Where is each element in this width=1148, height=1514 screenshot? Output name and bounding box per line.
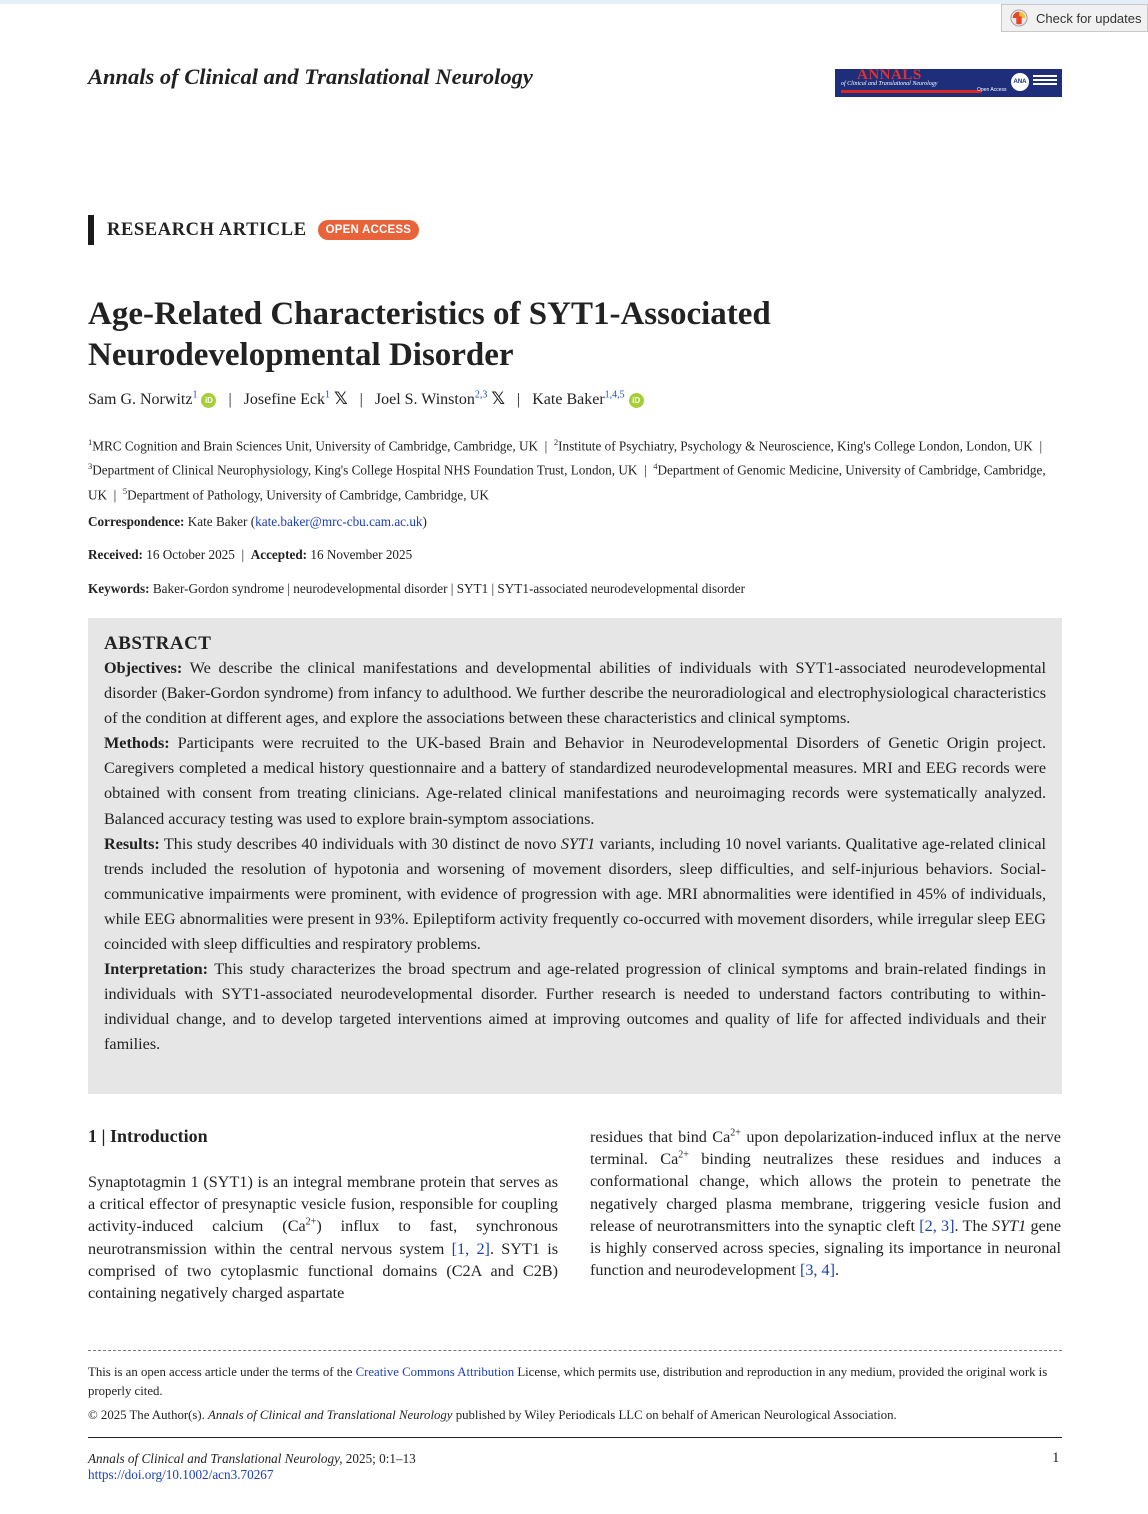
article-dates: Received: 16 October 2025 | Accepted: 16 November 2025 bbox=[88, 547, 413, 562]
received-date: 16 October 2025 bbox=[146, 547, 235, 562]
author-name: Josefine Eck bbox=[243, 391, 325, 408]
gene-name: SYT1 bbox=[992, 1216, 1027, 1235]
logo-divider bbox=[841, 90, 981, 93]
journal-logo[interactable] bbox=[835, 69, 1062, 97]
author-name: Sam G. Norwitz bbox=[88, 391, 193, 408]
check-for-updates-button[interactable] bbox=[1001, 4, 1148, 32]
results-text: variants, including 10 novel variants. Qualitative age-related clinical trends included the resolution of hypotonia and worsening of movement disorders, sleep difficulties, and self-injurious behaviors. Social-communicative impairments were prominent, with evidence of progression with age. MRI abnormalities were identified in 45% of individuals, while EEG abnormalities were present in 93%. Epileptiform activity frequently co-occurred with movement disorders, while irregular sleep EEG coincided with sleep difficulties and respiratory problems. bbox=[104, 834, 1047, 954]
x-icon[interactable]: 𝕏 bbox=[333, 389, 348, 409]
results-gene: SYT1 bbox=[560, 834, 596, 853]
footer-journal-name: Annals of Clinical and Translational Neurology, bbox=[88, 1451, 343, 1466]
abstract-objectives bbox=[104, 656, 1046, 731]
intro-text: residues that bind Ca bbox=[590, 1128, 731, 1146]
intro-text: ) influx to fast, synchronous neurotransmission within the central nervous system bbox=[88, 1217, 558, 1258]
crossmark-icon bbox=[1010, 9, 1028, 27]
logo-annals-text: ANNALS bbox=[857, 69, 922, 83]
affiliation-text: Department of Genomic Medicine, University of Cambridge, Cambridge, UK bbox=[88, 462, 1046, 503]
author-affiliation-ref[interactable]: 1 bbox=[192, 389, 198, 401]
page-number: 1 bbox=[1052, 1450, 1060, 1466]
viewer-top-bar bbox=[0, 0, 1148, 4]
orcid-icon[interactable]: iD bbox=[629, 393, 644, 408]
intro-text: . The bbox=[954, 1216, 988, 1235]
affiliation-number: 1 bbox=[88, 437, 93, 447]
citation-link[interactable]: [1, 2] bbox=[451, 1239, 490, 1258]
footer-rule bbox=[88, 1437, 1062, 1438]
author-affiliation-ref[interactable]: 1,4,5 bbox=[604, 389, 625, 401]
author-affiliation-ref[interactable]: 1 bbox=[324, 389, 330, 401]
intro-column-left bbox=[88, 1171, 558, 1304]
orcid-icon[interactable]: iD bbox=[201, 393, 216, 408]
correspondence-name: Kate Baker bbox=[187, 514, 248, 529]
interpretation-text: This study characterizes the broad spectrum and age-related progression of clinical symptoms and brain-related findings in individuals with SYT1-associated neurodevelopmental disorder. Further research is needed to understand factors contributing to within-individual change, and to develop targeted interventions aimed at improving outcomes and quality of life for affected individuals and their families. bbox=[104, 960, 1046, 1054]
footnote-divider bbox=[88, 1350, 1062, 1351]
results-label: Results: bbox=[104, 834, 160, 853]
superscript: 2+ bbox=[678, 1149, 689, 1161]
objectives-text: We describe the clinical manifestations and developmental abilities of individuals with SYT1-associated neurodevelopmental disorder (Baker-Gordon syndrome) from infancy to adulthood. We further describe the neuroradiological and electrophysiological characteristics of the condition at different ages, and explore the associations between these characteristics and clinical symptoms. bbox=[104, 659, 1046, 728]
affiliations: $^1$MRC Cognition and Brain Sciences Unit, University of Cambridge, Cambridge, UK | $^2$Institute of Psychiatry, Psychology & Neuroscience, King's College London, London, UK | $^3$Department of Clinical Neurophysiology, King's College Hospital NHS Foundation Trust, London, UK | $^4$Department of Genomic Medicine, University of Cambridge, Cambridge, UK | $^5$Department of Pathology, University of Cambridge, Cambridge, UK bbox=[88, 437, 1046, 503]
abstract-heading: ABSTRACT bbox=[104, 633, 212, 654]
author-affiliation-ref[interactable]: 2,3 bbox=[474, 389, 488, 401]
citation-link[interactable]: [2, 3] bbox=[919, 1216, 955, 1235]
article-type-label: RESEARCH ARTICLE bbox=[107, 219, 307, 240]
article-title: Age-Related Characteristics of SYT1-Associated Neurodevelopmental Disorder bbox=[88, 296, 771, 373]
author-name: Kate Baker bbox=[532, 391, 605, 408]
abstract-methods bbox=[104, 731, 1046, 831]
accepted-date: 16 November 2025 bbox=[310, 547, 413, 562]
license-text: License, which permits use, distribution and reproduction in any medium, provided the original work is properly cited. bbox=[88, 1365, 1048, 1398]
footer-volume-pages: 2025; 0:1–13 bbox=[345, 1451, 416, 1466]
doi-link[interactable]: https://doi.org/10.1002/acn3.70267 bbox=[88, 1467, 274, 1482]
keywords-text: Baker-Gordon syndrome | neurodevelopmental disorder | SYT1 | SYT1-associated neurodevelopmental disorder bbox=[152, 581, 745, 596]
methods-text: Participants were recruited to the UK-based Brain and Behavior in Neurodevelopmental Disorders of Genetic Origin project. Caregivers completed a medical history questionnaire and a battery of standardized neurodevelopmental measures. MRI and EEG records were obtained with consent from treating clinicians. Age-related clinical manifestations and neuroimaging records were systematically analyzed. Balanced accuracy testing was used to explore brain-symptom associations. bbox=[104, 734, 1047, 828]
footer-citation bbox=[88, 1451, 416, 1483]
author-separator: | bbox=[359, 391, 363, 408]
superscript: 2+ bbox=[730, 1127, 741, 1139]
article-type-bar bbox=[88, 215, 94, 245]
author-separator: | bbox=[517, 391, 521, 408]
author-name: Joel S. Winston bbox=[374, 391, 475, 408]
accepted-label: Accepted: bbox=[250, 547, 308, 562]
keywords-label: Keywords: bbox=[88, 581, 150, 596]
citation-link[interactable]: [3, 4] bbox=[799, 1261, 835, 1280]
journal-title: Annals of Clinical and Translational Neurology bbox=[88, 64, 533, 89]
abstract-results bbox=[104, 832, 1046, 957]
intro-text: binding neutralizes these residues and induces a conformational change, which allows the protein to penetrate the negatively charged plasma membrane, triggering vesicle fusion and release of neurotransmitters into the synaptic cleft bbox=[590, 1150, 1061, 1235]
logo-open-access: Open Access bbox=[977, 87, 1007, 93]
affiliation-text: Department of Pathology, University of Cambridge, Cambridge, UK bbox=[127, 487, 489, 503]
correspondence-email-link[interactable]: kate.baker@mrc-cbu.cam.ac.uk bbox=[255, 514, 423, 529]
open-access-badge: OPEN ACCESS bbox=[318, 220, 420, 240]
section-heading-introduction: 1 | Introduction bbox=[88, 1126, 208, 1146]
superscript: 2+ bbox=[305, 1217, 317, 1229]
affiliation-number: 3 bbox=[88, 461, 93, 472]
copyright-text: © 2025 The Author(s). bbox=[88, 1408, 205, 1422]
affiliation-text: Department of Clinical Neurophysiology, King's College Hospital NHS Foundation Trust, London, UK bbox=[92, 462, 638, 478]
license-note bbox=[88, 1363, 1062, 1401]
intro-text: . bbox=[835, 1261, 840, 1280]
methods-label: Methods: bbox=[104, 734, 170, 753]
received-label: Received: bbox=[88, 547, 143, 562]
intro-column-right bbox=[590, 1126, 1061, 1281]
copyright-note bbox=[88, 1406, 1062, 1425]
copyright-journal: Annals of Clinical and Translational Neurology bbox=[208, 1408, 453, 1422]
x-icon[interactable]: 𝕏 bbox=[491, 389, 506, 409]
results-text: This study describes 40 individuals with 30 distinct de novo bbox=[163, 834, 557, 853]
intro-text: upon depolarization-induced influx at the nerve terminal. Ca bbox=[590, 1128, 1061, 1169]
article-type-header bbox=[88, 216, 419, 244]
copyright-text: published by Wiley Periodicals LLC on behalf of American Neurological Association. bbox=[455, 1408, 897, 1422]
abstract-interpretation bbox=[104, 957, 1046, 1057]
affiliation-number: 4 bbox=[653, 461, 658, 472]
abstract-box bbox=[88, 618, 1062, 1094]
intro-text: . SYT1 is comprised of two cytoplasmic functional domains (C2A and C2B) containing negatively charged aspartate bbox=[88, 1239, 558, 1303]
check-for-updates-label: Check for updates bbox=[1036, 10, 1142, 26]
intro-text: Synaptotagmin 1 (SYT1) is an integral membrane protein that serves as a critical effector of presynaptic vesicle fusion, responsible for coupling activity-induced calcium (Ca bbox=[88, 1173, 558, 1236]
license-text: This is an open access article under the terms of the bbox=[88, 1365, 353, 1379]
logo-decoration bbox=[1033, 75, 1057, 87]
creative-commons-link[interactable]: Creative Commons Attribution bbox=[355, 1365, 515, 1379]
keywords bbox=[88, 581, 745, 597]
interpretation-label: Interpretation: bbox=[104, 960, 209, 979]
correspondence-label: Correspondence: bbox=[88, 514, 185, 529]
correspondence: Correspondence: Kate Baker (kate.baker@mrc-cbu.cam.ac.uk) bbox=[88, 514, 427, 529]
ana-society-logo-icon: ANA bbox=[1011, 73, 1029, 91]
affiliation-text: Institute of Psychiatry, Psychology & Neuroscience, King's College London, London, UK bbox=[558, 438, 1033, 454]
affiliation-text: MRC Cognition and Brain Sciences Unit, University of Cambridge, Cambridge, UK bbox=[92, 438, 539, 454]
author-separator: | bbox=[228, 391, 232, 408]
logo-subtitle: of Clinical and Translational Neurology bbox=[841, 81, 938, 87]
author-list bbox=[88, 389, 644, 409]
intro-text: gene is highly conserved across species, signaling its importance in neuronal function and neurodevelopment bbox=[590, 1216, 1062, 1280]
affiliation-number: 2 bbox=[553, 437, 559, 447]
objectives-label: Objectives: bbox=[104, 659, 183, 677]
affiliation-number: 5 bbox=[122, 485, 128, 496]
